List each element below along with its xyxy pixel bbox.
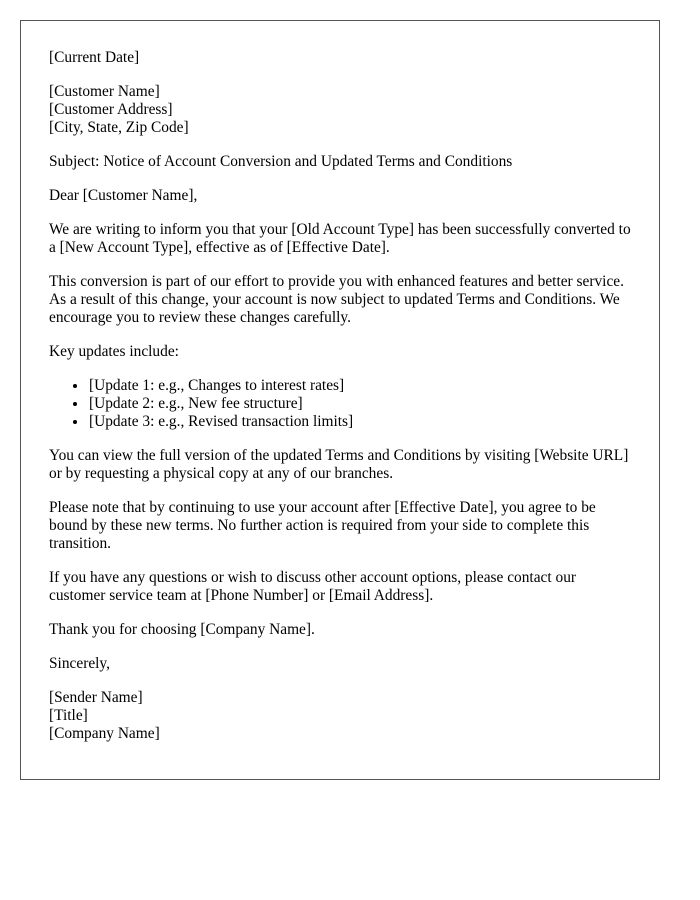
letter-page bbox=[20, 20, 660, 780]
recipient-block bbox=[49, 83, 631, 137]
list-item: • [Update 3: e.g., Revised transaction limits] bbox=[88, 413, 631, 431]
list-item: • [Update 2: e.g., New fee structure] bbox=[88, 395, 631, 413]
sender-name: [Sender Name] bbox=[49, 689, 143, 706]
sender-block bbox=[49, 689, 631, 743]
body-paragraph-key-updates: Key updates include: bbox=[49, 343, 179, 360]
list-item: • [Update 1: e.g., Changes to interest rates] bbox=[88, 377, 631, 395]
body-paragraph-terms-link: You can view the full version of the updated Terms and Conditions by visiting [Website URL] or by requesting a physical copy at any of our branches. bbox=[49, 447, 629, 482]
recipient-address: [Customer Address] bbox=[49, 101, 173, 118]
letter-date: [Current Date] bbox=[49, 49, 140, 66]
letter-salutation: Dear [Customer Name], bbox=[49, 187, 198, 204]
letter-subject: Subject: Notice of Account Conversion and Updated Terms and Conditions bbox=[49, 153, 513, 170]
body-paragraph-contact: If you have any questions or wish to discuss other account options, please contact our customer service team at [Phone Number] or [Email Address]. bbox=[49, 569, 577, 604]
sender-company: [Company Name] bbox=[49, 725, 160, 742]
updates-list bbox=[49, 377, 631, 431]
letter-signoff: Sincerely, bbox=[49, 655, 110, 672]
body-paragraph-thanks: Thank you for choosing [Company Name]. bbox=[49, 621, 315, 638]
body-paragraph-conversion: We are writing to inform you that your [Old Account Type] has been successfully converted to a [New Account Type], effective as of [Effective Date]. bbox=[49, 221, 631, 256]
body-paragraph-agreement: Please note that by continuing to use your account after [Effective Date], you agree to be bound by these new terms. No further action is required from your side to complete this transition. bbox=[49, 499, 596, 552]
sender-title: [Title] bbox=[49, 707, 88, 724]
body-paragraph-reason: This conversion is part of our effort to provide you with enhanced features and better service. As a result of this change, your account is now subject to updated Terms and Conditions. We encourage you to review these changes carefully. bbox=[49, 273, 624, 326]
recipient-city: [City, State, Zip Code] bbox=[49, 119, 189, 136]
recipient-name: [Customer Name] bbox=[49, 83, 160, 100]
